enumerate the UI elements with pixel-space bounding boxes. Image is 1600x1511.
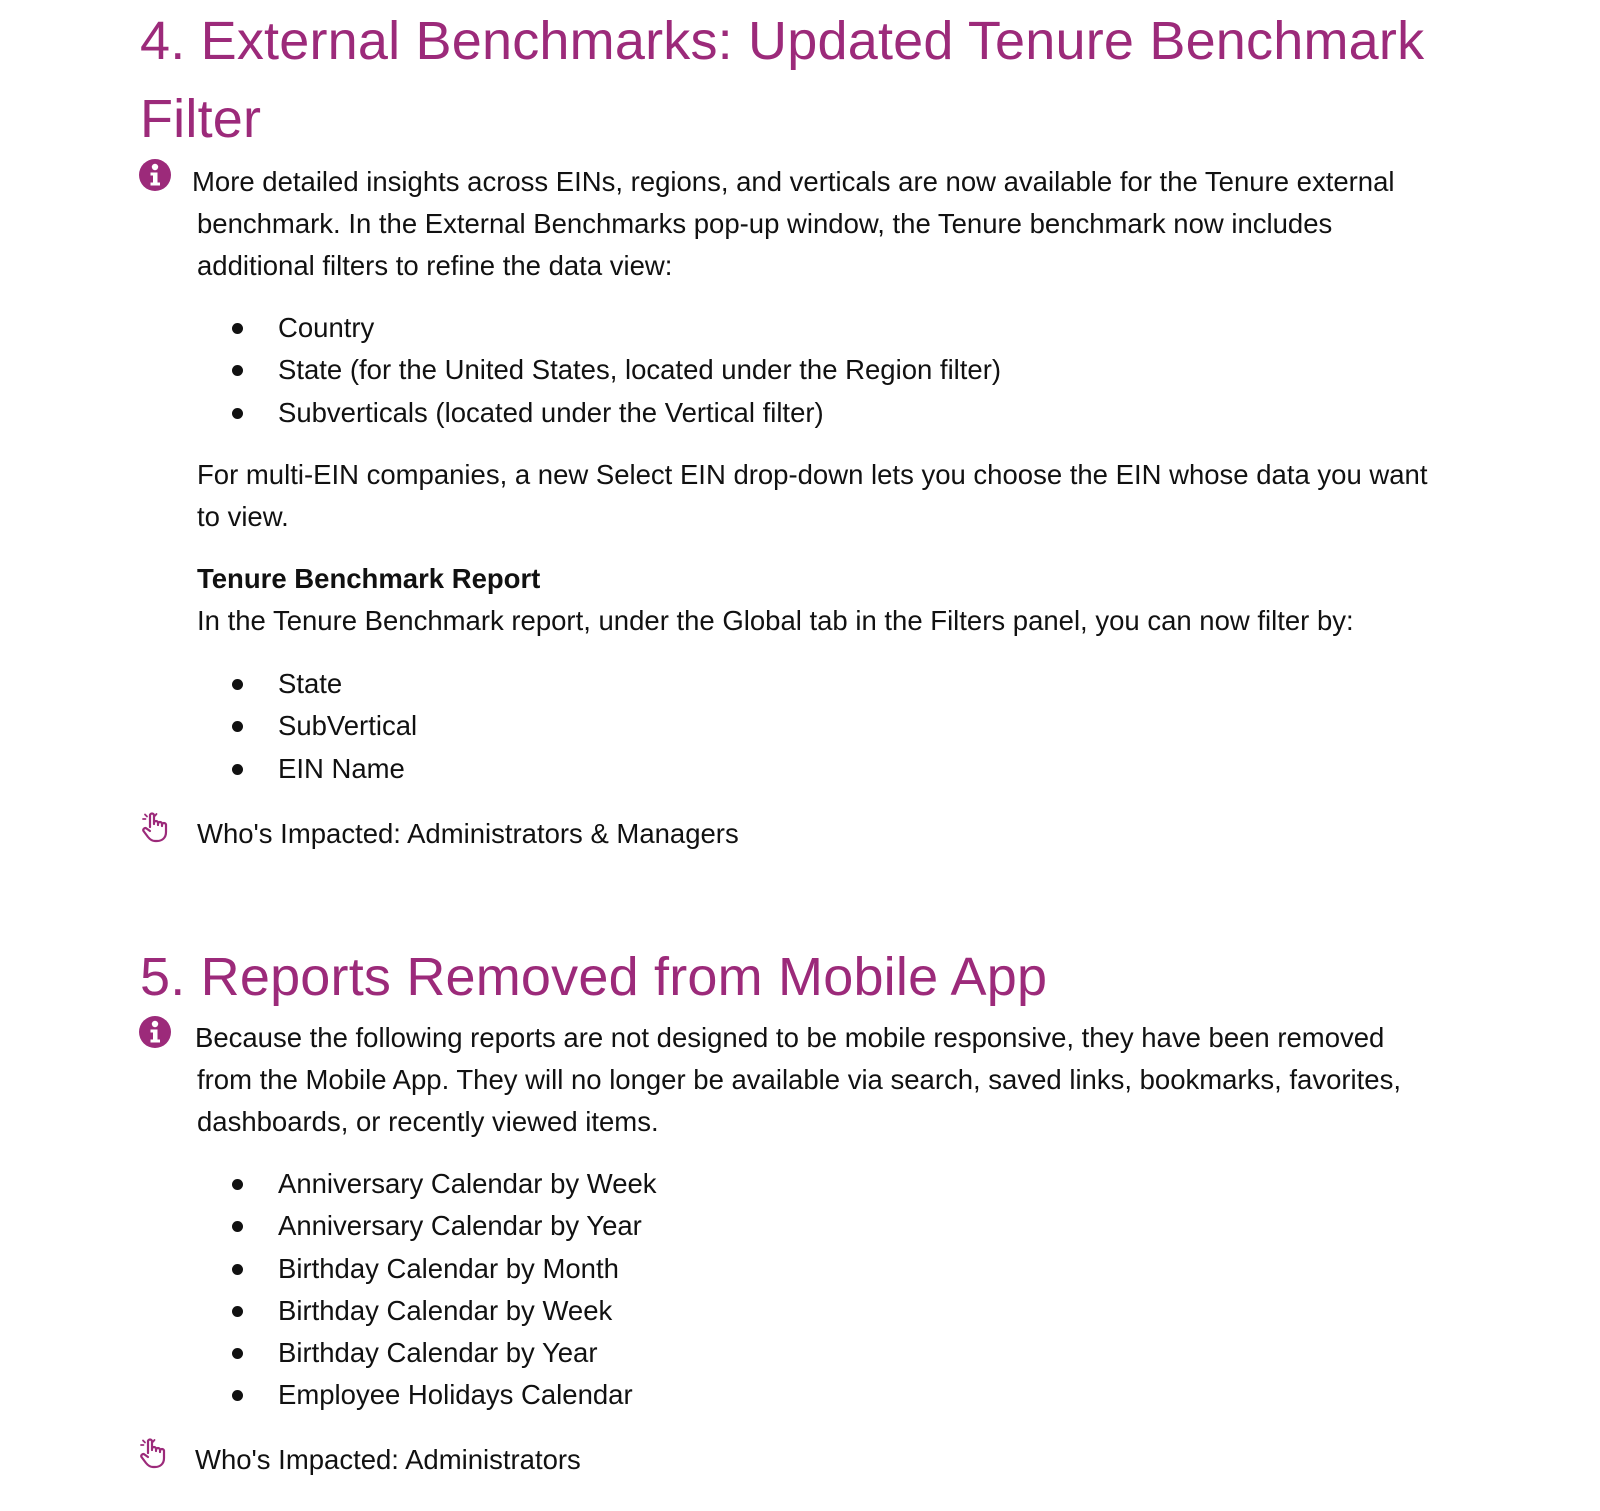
section-4-filter-list [232,307,1001,434]
tenure-report-filter-list [232,663,417,790]
list-item-label: Anniversary Calendar by Week [278,1168,657,1199]
list-item [232,1163,657,1205]
bullet-icon [232,764,243,775]
list-item [232,1374,657,1416]
bullet-icon [232,1390,243,1401]
info-circle-icon [138,158,172,192]
tenure-report-intro: In the Tenure Benchmark report, under the Global tab in the Filters panel, you can now filter by: [197,605,1354,636]
bullet-icon [232,1264,243,1275]
list-item [232,705,417,747]
bullet-icon [232,408,243,419]
bullet-icon [232,1348,243,1359]
list-item [232,1248,657,1290]
list-item [232,748,417,790]
info-circle-icon [138,1015,172,1049]
section-5-impacted: Who's Impacted: Administrators [195,1444,581,1475]
bullet-icon [232,1179,243,1190]
list-item-label: Birthday Calendar by Month [278,1252,619,1284]
section-4-intro: More detailed insights across EINs, regions, and verticals are now available for the Tenure external benchmark. In the External Benchmarks pop-up window, the Tenure benchmark now includes additional filters to refine the data view: [192,166,1395,281]
list-item-label: State (for the United States, located under the Region filter) [278,354,1002,386]
bullet-icon [232,1306,243,1317]
pointing-hand-icon [136,1436,170,1470]
list-item-label: Country [278,312,375,343]
list-item [232,663,417,705]
list-item [232,1290,657,1332]
bullet-icon [232,323,243,334]
list-item-label: Anniversary Calendar by Year [278,1210,642,1242]
list-item-label: Subverticals (located under the Vertical filter) [278,396,824,428]
bullet-icon [232,1221,243,1232]
list-item-label: State [278,668,343,699]
section-4-multi-ein-note: For multi-EIN companies, a new Select EIN drop-down lets you choose the EIN whose data you want to view. [197,459,1428,532]
list-item [232,1205,657,1247]
removed-reports-list [232,1163,657,1417]
list-item-label: Birthday Calendar by Week [278,1294,613,1326]
list-item [232,307,1001,349]
list-item-label: SubVertical [278,710,418,742]
pointing-hand-icon [138,810,172,844]
tenure-report-heading: Tenure Benchmark Report [197,563,541,594]
list-item-label: Birthday Calendar by Year [278,1337,598,1369]
list-item-label: EIN Name [278,752,405,784]
section-4-impacted: Who's Impacted: Administrators & Managers [197,818,739,849]
bullet-icon [232,679,243,690]
section-5-intro: Because the following reports are not designed to be mobile responsive, they have been removed from the Mobile App. They will no longer be available via search, saved links, bookmarks, favorites, dashboards, or recently viewed items. [195,1022,1401,1137]
bullet-icon [232,365,243,376]
list-item-label: Employee Holidays Calendar [278,1379,633,1411]
list-item [232,1332,657,1374]
list-item [232,349,1001,391]
section-4-title: 4. External Benchmarks: Updated Tenure Benchmark Filter [140,11,1425,149]
bullet-icon [232,721,243,732]
section-5-title: 5. Reports Removed from Mobile App [140,947,1048,1007]
list-item [232,392,1001,434]
